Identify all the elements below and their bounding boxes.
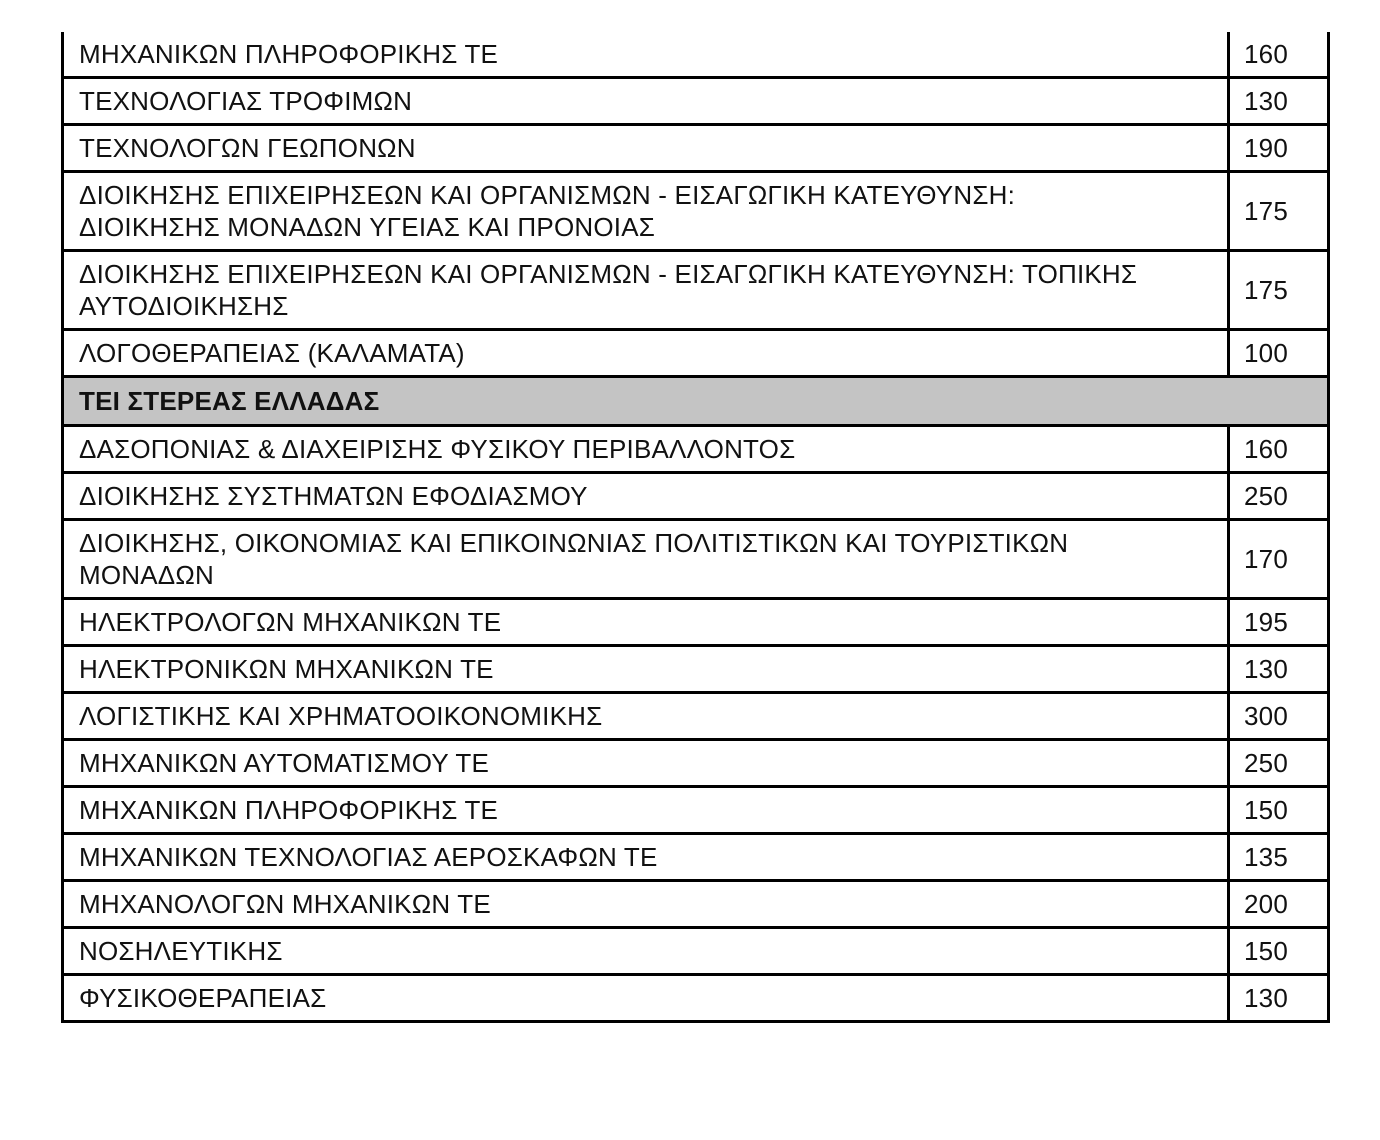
table-row [63,975,1329,1022]
table-row [63,599,1329,646]
department-name-line: ΔΙΟΙΚΗΣΗΣ ΕΠΙΧΕΙΡΗΣΕΩΝ ΚΑΙ ΟΡΓΑΝΙΣΜΩΝ - ΕΙΣΑΓΩΓΙΚΗ ΚΑΤΕΥΘΥΝΣΗ: [79,180,1015,210]
table-row [63,646,1329,693]
department-name-line: ΑΥΤΟΔΙΟΙΚΗΣΗΣ [79,291,289,321]
department-name-cell [63,172,1229,251]
table-row [63,78,1329,125]
department-name: ΜΗΧΑΝΙΚΩΝ ΠΛΗΡΟΦΟΡΙΚΗΣ ΤΕ [63,32,1229,78]
department-name: ΗΛΕΚΤΡΟΛΟΓΩΝ ΜΗΧΑΝΙΚΩΝ ΤΕ [63,599,1229,646]
department-value: 200 [1229,881,1329,928]
department-value: 175 [1229,251,1329,330]
department-value: 150 [1229,928,1329,975]
department-value: 160 [1229,32,1329,78]
department-name-line: ΔΙΟΙΚΗΣΗΣ ΜΟΝΑΔΩΝ ΥΓΕΙΑΣ ΚΑΙ ΠΡΟΝΟΙΑΣ [79,212,656,242]
department-name: ΜΗΧΑΝΙΚΩΝ ΠΛΗΡΟΦΟΡΙΚΗΣ ΤΕ [63,787,1229,834]
table-row [63,172,1329,251]
department-name-cell [63,251,1229,330]
department-value: 160 [1229,426,1329,473]
department-name: ΜΗΧΑΝΟΛΟΓΩΝ ΜΗΧΑΝΙΚΩΝ ΤΕ [63,881,1229,928]
department-name: ΜΗΧΑΝΙΚΩΝ ΤΕΧΝΟΛΟΓΙΑΣ ΑΕΡΟΣΚΑΦΩΝ ΤΕ [63,834,1229,881]
table-row [63,473,1329,520]
table-row [63,125,1329,172]
department-name: ΔΙΟΙΚΗΣΗΣ ΣΥΣΤΗΜΑΤΩΝ ΕΦΟΔΙΑΣΜΟΥ [63,473,1229,520]
department-name: ΤΕΧΝΟΛΟΓΙΑΣ ΤΡΟΦΙΜΩΝ [63,78,1229,125]
department-value: 250 [1229,473,1329,520]
department-name-line: ΜΟΝΑΔΩΝ [79,560,214,590]
department-value: 170 [1229,520,1329,599]
department-name-cell [63,520,1229,599]
table-row [63,426,1329,473]
section-header-row [63,377,1329,426]
table-row [63,834,1329,881]
department-value: 135 [1229,834,1329,881]
department-name: ΔΑΣΟΠΟΝΙΑΣ & ΔΙΑΧΕΙΡΙΣΗΣ ΦΥΣΙΚΟΥ ΠΕΡΙΒΑΛΛΟΝΤΟΣ [63,426,1229,473]
department-name: ΤΕΧΝΟΛΟΓΩΝ ΓΕΩΠΟΝΩΝ [63,125,1229,172]
department-value: 190 [1229,125,1329,172]
table-row [63,32,1329,78]
department-name: ΛΟΓΟΘΕΡΑΠΕΙΑΣ (ΚΑΛΑΜΑΤΑ) [63,330,1229,377]
department-name: ΜΗΧΑΝΙΚΩΝ ΑΥΤΟΜΑΤΙΣΜΟΥ ΤΕ [63,740,1229,787]
department-name: ΝΟΣΗΛΕΥΤΙΚΗΣ [63,928,1229,975]
department-value: 130 [1229,646,1329,693]
department-value: 100 [1229,330,1329,377]
department-value: 250 [1229,740,1329,787]
department-name: ΗΛΕΚΤΡΟΝΙΚΩΝ ΜΗΧΑΝΙΚΩΝ ΤΕ [63,646,1229,693]
table-row [63,520,1329,599]
department-value: 150 [1229,787,1329,834]
table-row [63,251,1329,330]
department-value: 130 [1229,975,1329,1022]
department-value: 130 [1229,78,1329,125]
table-row [63,928,1329,975]
departments-table [61,32,1330,1023]
department-value: 175 [1229,172,1329,251]
department-name-line: ΔΙΟΙΚΗΣΗΣ ΕΠΙΧΕΙΡΗΣΕΩΝ ΚΑΙ ΟΡΓΑΝΙΣΜΩΝ - ΕΙΣΑΓΩΓΙΚΗ ΚΑΤΕΥΘΥΝΣΗ: ΤΟΠΙΚΗΣ [79,259,1138,289]
table-row [63,693,1329,740]
table-row [63,881,1329,928]
departments-table-container [61,32,1327,1023]
table-row [63,330,1329,377]
department-name: ΦΥΣΙΚΟΘΕΡΑΠΕΙΑΣ [63,975,1229,1022]
department-value: 195 [1229,599,1329,646]
department-name-line: ΔΙΟΙΚΗΣΗΣ, ΟΙΚΟΝΟΜΙΑΣ ΚΑΙ ΕΠΙΚΟΙΝΩΝΙΑΣ ΠΟΛΙΤΙΣΤΙΚΩΝ ΚΑΙ ΤΟΥΡΙΣΤΙΚΩΝ [79,528,1069,558]
table-row [63,740,1329,787]
department-value: 300 [1229,693,1329,740]
section-title: ΤΕΙ ΣΤΕΡΕΑΣ ΕΛΛΑΔΑΣ [63,377,1329,426]
table-row [63,787,1329,834]
department-name: ΛΟΓΙΣΤΙΚΗΣ ΚΑΙ ΧΡΗΜΑΤΟΟΙΚΟΝΟΜΙΚΗΣ [63,693,1229,740]
